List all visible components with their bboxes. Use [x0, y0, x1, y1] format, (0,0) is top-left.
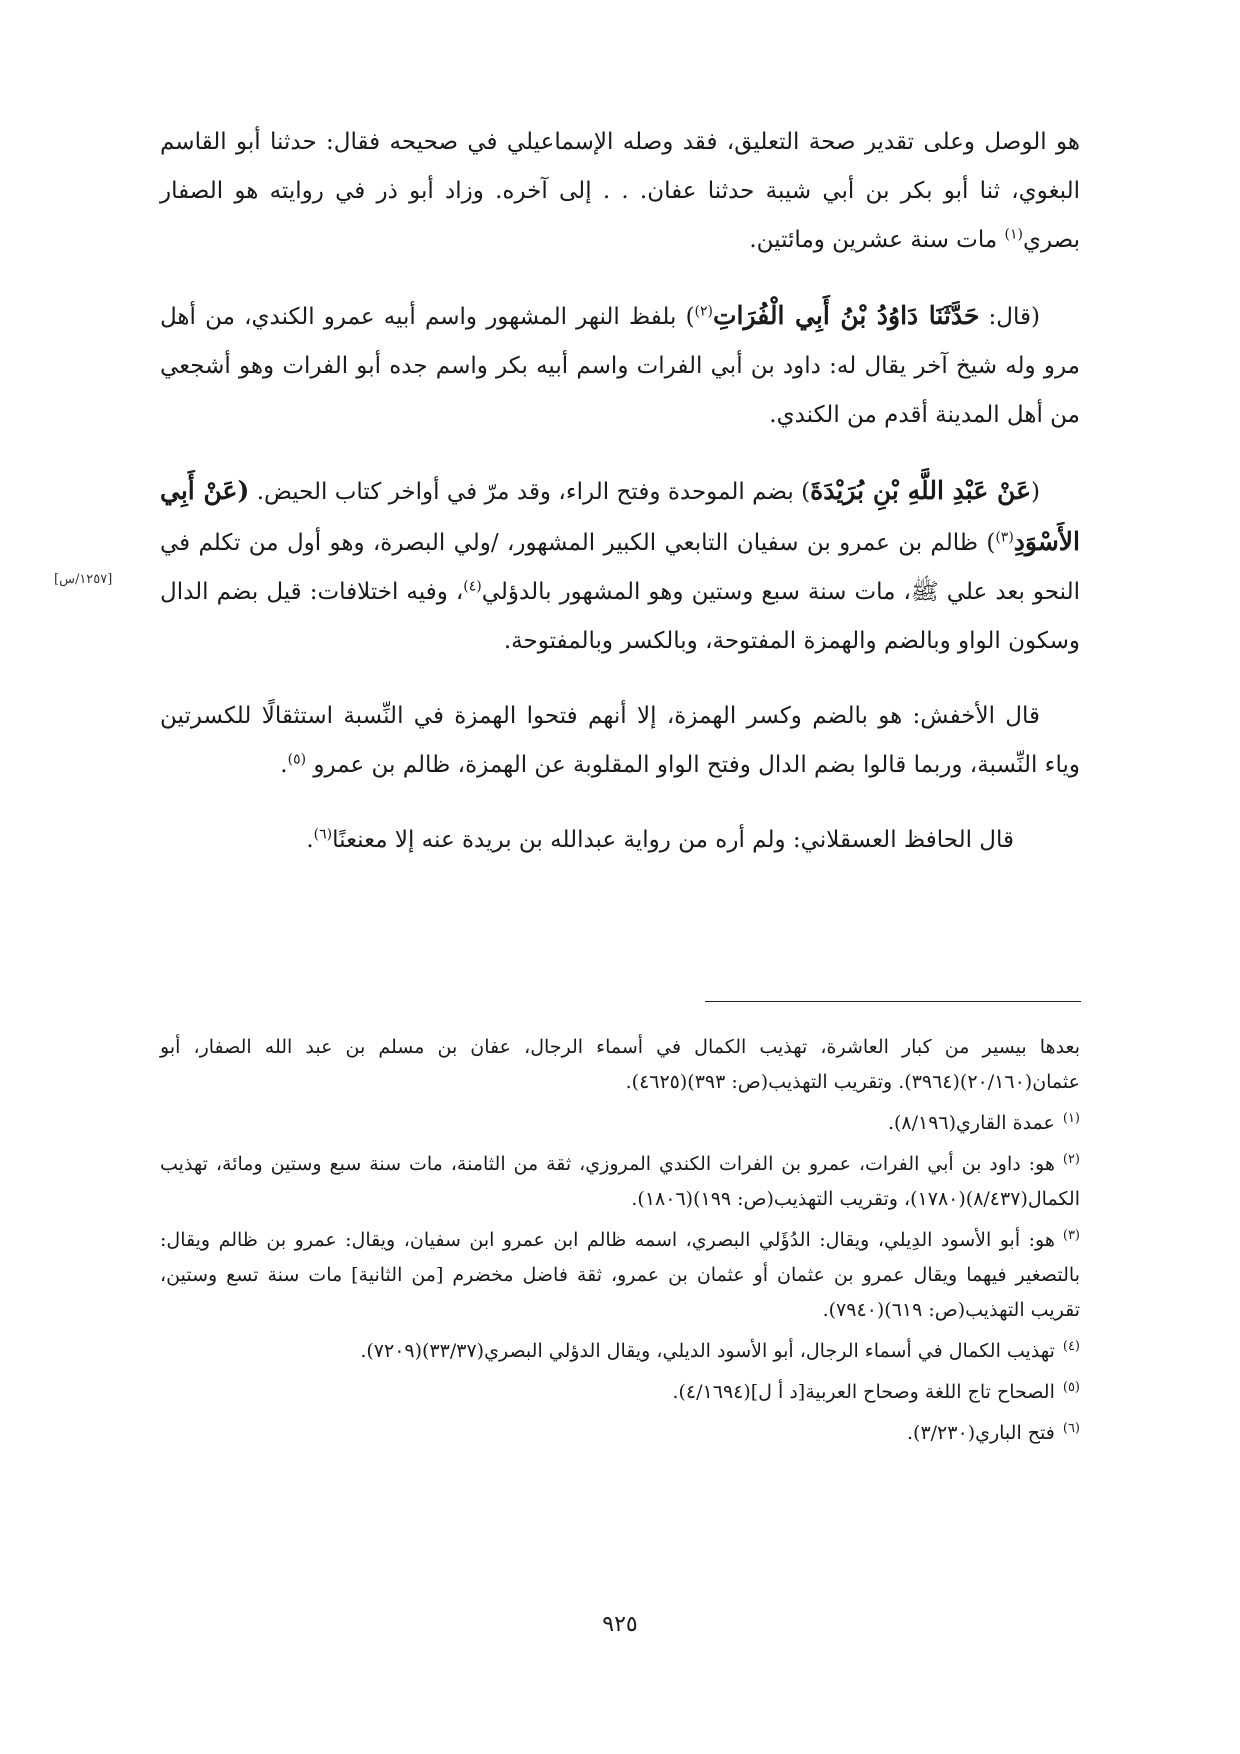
footnote-ref-6[interactable]: (٦): [313, 826, 333, 843]
page-number: ٩٢٥: [602, 1612, 638, 1637]
paragraph-5: قال الحافظ العسقلاني: ولم أره من رواية عبدالله بن بريدة عنه إلا معنعنًا$^{(٦)}$.: [306, 826, 1014, 853]
manuscript-folio-marker: [١٢٥٧/س]: [54, 572, 113, 587]
footnote-1: $^{(١)}$عمدة القاري(٨/١٩٦).: [887, 1110, 1080, 1134]
footnote-ref-5[interactable]: (٥): [287, 751, 307, 768]
paragraph-4: قال الأخفش: هو بالضم وكسر الهمزة، إلا أنهم فتحوا الهمزة في النِّسبة استثقالًا للكسرتين وياء النِّسبة، وربما قالوا بضم الدال وفتح الواو المقلوبة عن الهمزة، ظالم بن عمرو $^{(٥)}$.: [160, 703, 1080, 778]
footnote-continuation: بعدها بيسير من كبار العاشرة، تهذيب الكمال في أسماء الرجال، عفان بن مسلم بن عبد الله الصفار، أبو عثمان(٢٠/١٦٠)(٣٩٦٤). وتقريب التهذيب(ص: ٣٩٣)(٤٦٢٥).: [160, 1036, 1080, 1093]
footnote-3: $^{(٣)}$هو: أبو الأسود الدِيلي، ويقال: الدُؤَلي البصري، اسمه ظالم ابن عمرو ابن سفيان، ويقال: عمرو بن ظالم ويقال: بالتصغير فيهما ويقال عمرو بن عثمان أو عثمان بن عمرو، ثقة فاضل مخضرم [من الثانية] مات سنة تسع وستين، تقريب التهذيب(ص: ٦١٩)(٧٩٤٠).: [160, 1227, 1080, 1321]
hadith-narrator-quote: (عَنْ أَبِي الأَسْوَدِ: [160, 476, 1080, 556]
main-text: [160, 118, 1080, 865]
footnote-mark: (٦): [1062, 1420, 1080, 1436]
footnote-4: $^{(٤)}$تهذيب الكمال في أسماء الرجال، أبو الأسود الديلي، ويقال الدؤلي البصري(٣٣/٣٧)(٧٢٠٩).: [360, 1338, 1080, 1362]
hadith-narrator-quote: حَدَّثَنَا دَاوُدُ بْنُ أَبِي الْفُرَاتِ: [713, 301, 980, 330]
footnote-mark: (٥): [1062, 1379, 1080, 1395]
footnote-separator: [705, 1001, 1081, 1002]
footnote-mark: (٣): [1062, 1227, 1080, 1243]
paragraph-2: (قال: حَدَّثَنَا دَاوُدُ بْنُ أَبِي الْفُرَاتِ$^{(٢)}$) بلفظ النهر المشهور واسم أبيه عمرو الكندي، من أهل مرو وله شيخ آخر يقال له: داود بن أبي الفرات واسم أبيه بكر واسم جده أبو الفرات وهو أشجعي من أهل المدينة أقدم من الكندي.: [160, 301, 1080, 428]
footnote-2: $^{(٢)}$هو: داود بن أبي الفرات، عمرو بن الفرات الكندي المروزي، ثقة من الثامنة، مات سنة سبع وستين ومائة، تهذيب الكمال(٨/٤٣٧)(١٧٨٠)، وتقريب التهذيب(ص: ١٩٩)(١٨٠٦).: [160, 1151, 1080, 1210]
footnote-mark: (٤): [1062, 1338, 1080, 1354]
footnote-ref-4[interactable]: (٤): [463, 578, 482, 595]
footnote-mark: (٢): [1062, 1151, 1080, 1167]
footnote-6: $^{(٦)}$فتح الباري(٣/٢٣٠).: [907, 1420, 1080, 1444]
hadith-narrator-quote: عَنْ عَبْدِ اللَّهِ بْنِ بُرَيْدَةَ: [810, 476, 1031, 505]
footnote-mark: (١): [1062, 1110, 1080, 1126]
paragraph-1: هو الوصل وعلى تقدير صحة التعليق، فقد وصله الإسماعيلي في صحيحه فقال: حدثنا أبو القاسم البغوي، ثنا أبو بكر بن أبي شيبة حدثنا عفان. . . إلى آخره. وزاد أبو ذر في روايته هو الصفار بصري$^{(١)}$ مات سنة عشرين ومائتين.: [160, 129, 1080, 253]
footnotes-section: [160, 1030, 1080, 1457]
footnote-ref-3[interactable]: (٣): [995, 529, 1014, 546]
footnote-ref-1[interactable]: (١): [1004, 226, 1023, 243]
footnote-ref-2[interactable]: (٢): [694, 303, 714, 320]
paragraph-3: (عَنْ عَبْدِ اللَّهِ بْنِ بُرَيْدَةَ) بضم الموحدة وفتح الراء، وقد مرّ في أواخر كتاب الحيض. (عَنْ أَبِي الأَسْوَدِ$^{(٣)}$) ظالم بن عمرو بن سفيان التابعي الكبير المشهور، /ولي البصرة، وهو أول من تكلم في النحو بعد علي ﷺ، مات سنة سبع وستين وهو المشهور بالدؤلي$^{(٤)}$، وفيه اختلافات: قيل بضم الدال وسكون الواو وبالضم والهمزة المفتوحة، وبالكسر وبالمفتوحة.: [160, 476, 1080, 654]
footnote-5: $^{(٥)}$الصحاح تاج اللغة وصحاح العربية[د أ ل](٤/١٦٩٤).: [672, 1379, 1080, 1403]
